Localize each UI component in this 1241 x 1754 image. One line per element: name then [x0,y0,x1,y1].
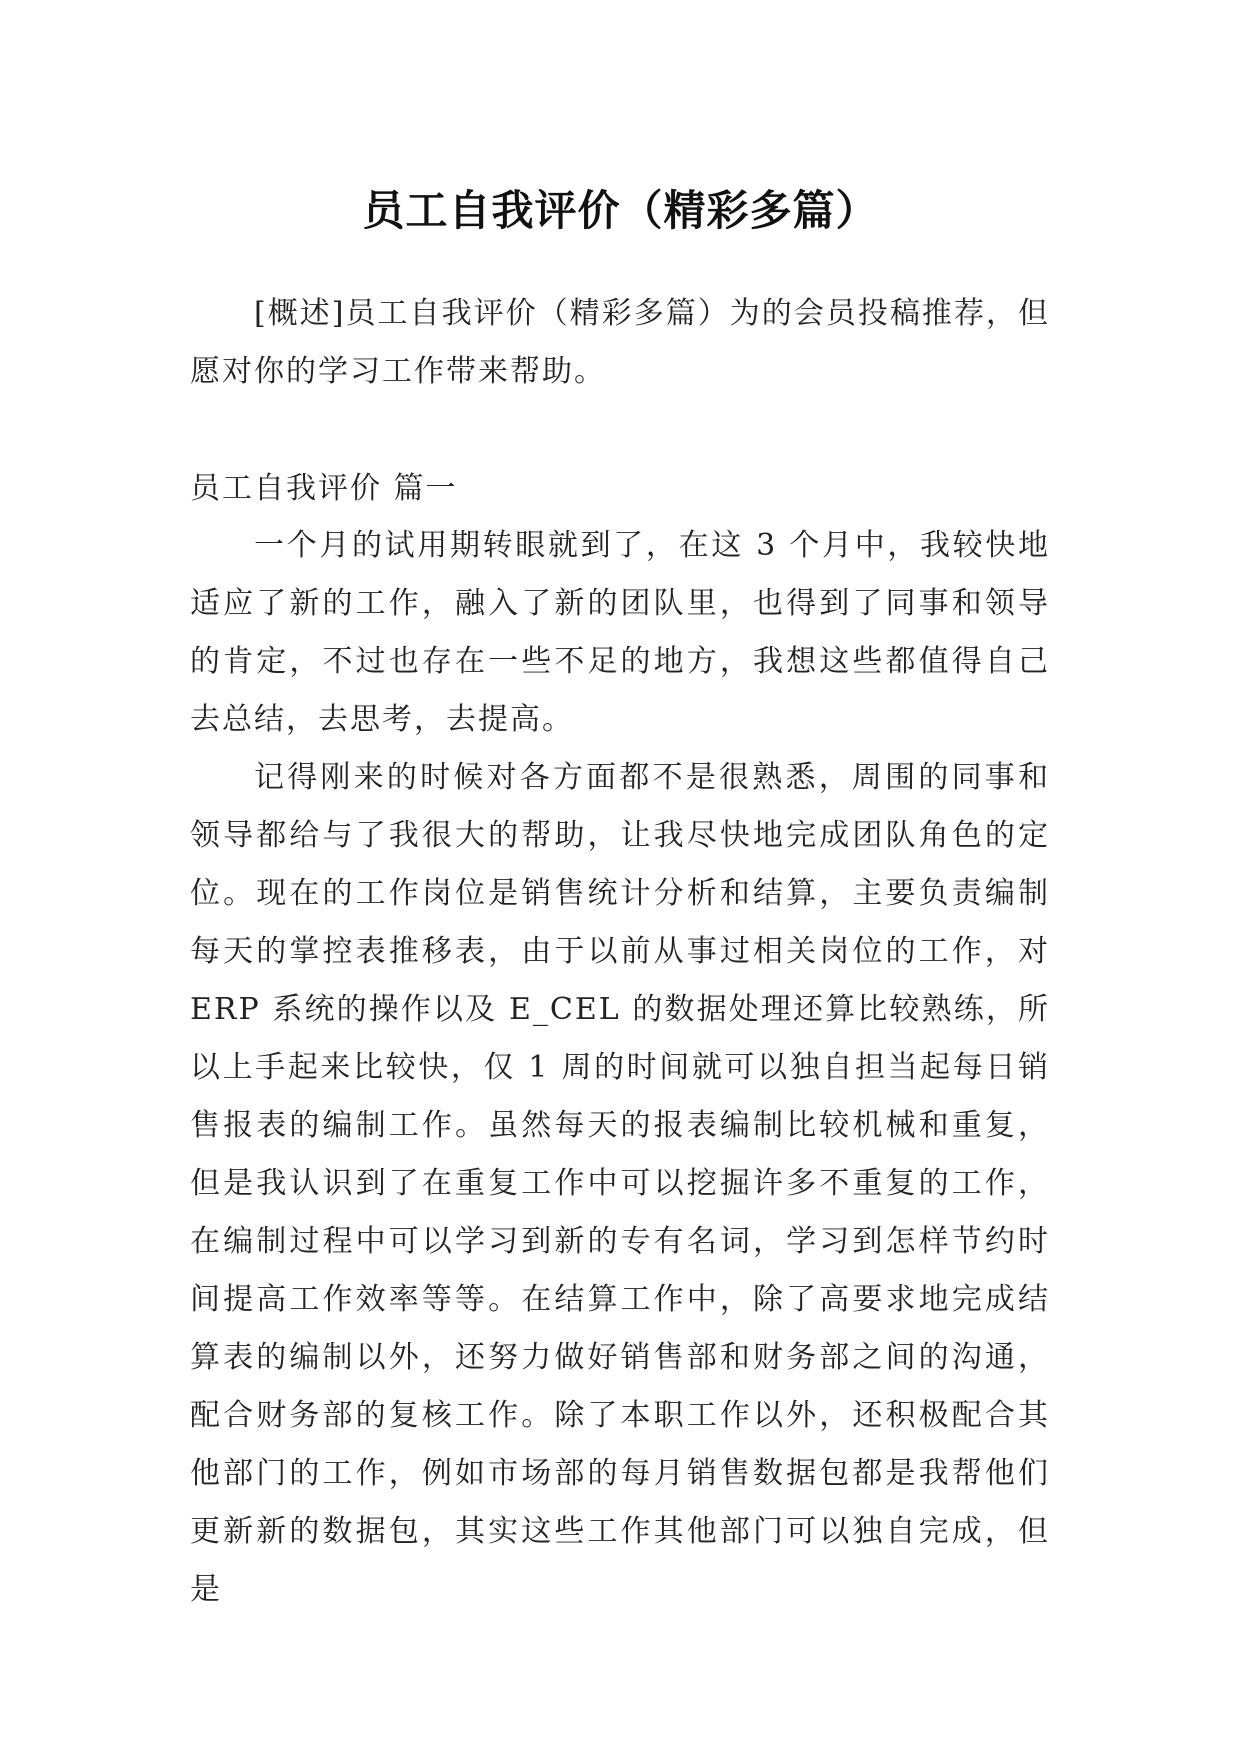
section-heading: 员工自我评价 篇一 [190,471,458,506]
document-title: 员工自我评价（精彩多篇） [362,186,879,236]
body-paragraph-1: 一个月的试用期转眼就到了，在这 3 个月中，我较快地适应了新的工作，融入了新的团队里，也得到了同事和领导的肯定，不过也存在一些不足的地方，我想这些都值得自己去总结，去思考，去提高。 [190,528,1050,737]
body-paragraph-2: 记得刚来的时候对各方面都不是很熟悉，周围的同事和领导都给与了我很大的帮助，让我尽快地完成团队角色的定位。现在的工作岗位是销售统计分析和结算，主要负责编制每天的掌控表推移表，由于以前从事过相关岗位的工作，对 ERP 系统的操作以及 E_CEL 的数据处理还算比较熟练，所以上手起来比较快，仅 1 周的时间就可以独自担当起每日销售报表的编制工作。虽然每天的报表编制比较机械和重复，但是我认识到了在重复工作中可以挖掘许多不重复的工作，在编制过程中可以学习到新的专有名词，学习到怎样节约时间提高工作效率等等。在结算工作中，除了高要求地完成结算表的编制以外，还努力做好销售部和财务部之间的沟通，配合财务部的复核工作。除了本职工作以外，还积极配合其他部门的工作，例如市场部的每月销售数据包都是我帮他们更新新的数据包，其实这些工作其他部门可以独自完成，但是 [190,760,1050,1607]
summary-paragraph: [概述]员工自我评价（精彩多篇）为的会员投稿推荐，但愿对你的学习工作带来帮助。 [190,296,1050,389]
